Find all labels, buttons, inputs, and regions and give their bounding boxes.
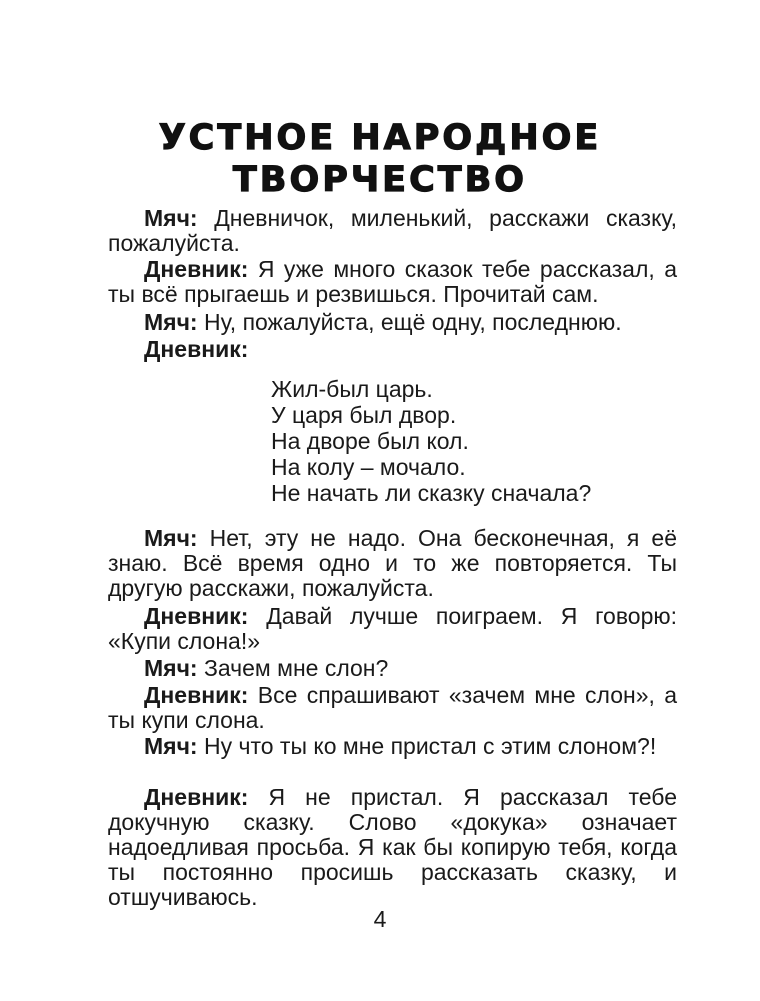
poem-block bbox=[271, 376, 591, 506]
speaker-label: Мяч: bbox=[144, 205, 198, 231]
speaker-label: Дневник: bbox=[144, 603, 249, 629]
dialogue-text: Я не пристал. Я рассказал тебе докучную сказку. Слово «докука» означает надоедливая просьба. Я как бы копирую тебя, когда ты постоянно просишь рассказать сказку, и отшучиваюсь. bbox=[108, 784, 677, 910]
dialogue-text: Ну что ты ко мне пристал с этим слоном?! bbox=[197, 733, 657, 759]
speaker-label: Дневник: bbox=[144, 682, 249, 708]
dialogue-text: Зачем мне слон? bbox=[197, 655, 389, 681]
dialogue-paragraph bbox=[108, 604, 677, 654]
speaker-label: Дневник: bbox=[144, 256, 249, 282]
poem-line: Жил-был царь. bbox=[271, 376, 433, 402]
speaker-label: Мяч: bbox=[144, 733, 198, 759]
dialogue-paragraph bbox=[108, 734, 677, 759]
poem-line: Не начать ли сказку сначала? bbox=[271, 480, 592, 506]
dialogue-paragraph bbox=[108, 656, 677, 681]
page-title-line-2: ТВОРЧЕСТВО bbox=[232, 160, 528, 200]
dialogue-text: Ну, пожалуйста, ещё одну, последнюю. bbox=[197, 309, 622, 335]
dialogue-paragraph bbox=[108, 257, 677, 307]
dialogue-text: Все спрашивают «зачем мне слон», а ты купи слона. bbox=[108, 682, 677, 733]
page-title-line-1: УСТНОЕ НАРОДНОЕ bbox=[158, 118, 602, 158]
poem-line: На колу – мочало. bbox=[271, 454, 466, 480]
dialogue-paragraph bbox=[108, 526, 677, 601]
poem-line: На дворе был кол. bbox=[271, 428, 469, 454]
speaker-label: Дневник: bbox=[144, 784, 249, 810]
dialogue-paragraph bbox=[108, 310, 677, 335]
speaker-label: Мяч: bbox=[144, 655, 198, 681]
dialogue-text: Нет, эту не надо. Она бесконечная, я её знаю. Всё время одно и то же повторяется. Ты другую расскажи, пожалуйста. bbox=[108, 525, 677, 601]
page-number: 4 bbox=[373, 906, 387, 932]
dialogue-paragraph bbox=[108, 683, 677, 733]
dialogue-text: Дневничок, миленький, расскажи сказку, пожалуйста. bbox=[108, 205, 677, 256]
dialogue-text: Я уже много сказок тебе рассказал, а ты всё прыгаешь и резвишься. Прочитай сам. bbox=[108, 256, 677, 307]
poem-line: У царя был двор. bbox=[271, 402, 457, 428]
speaker-label: Мяч: bbox=[144, 525, 198, 551]
speaker-label: Дневник: bbox=[144, 336, 249, 362]
dialogue-paragraph bbox=[108, 785, 677, 910]
dialogue-text: Давай лучше поиграем. Я говорю: «Купи слона!» bbox=[108, 603, 677, 654]
speaker-label: Мяч: bbox=[144, 309, 198, 335]
dialogue-paragraph bbox=[108, 337, 677, 362]
dialogue-paragraph bbox=[108, 206, 677, 256]
